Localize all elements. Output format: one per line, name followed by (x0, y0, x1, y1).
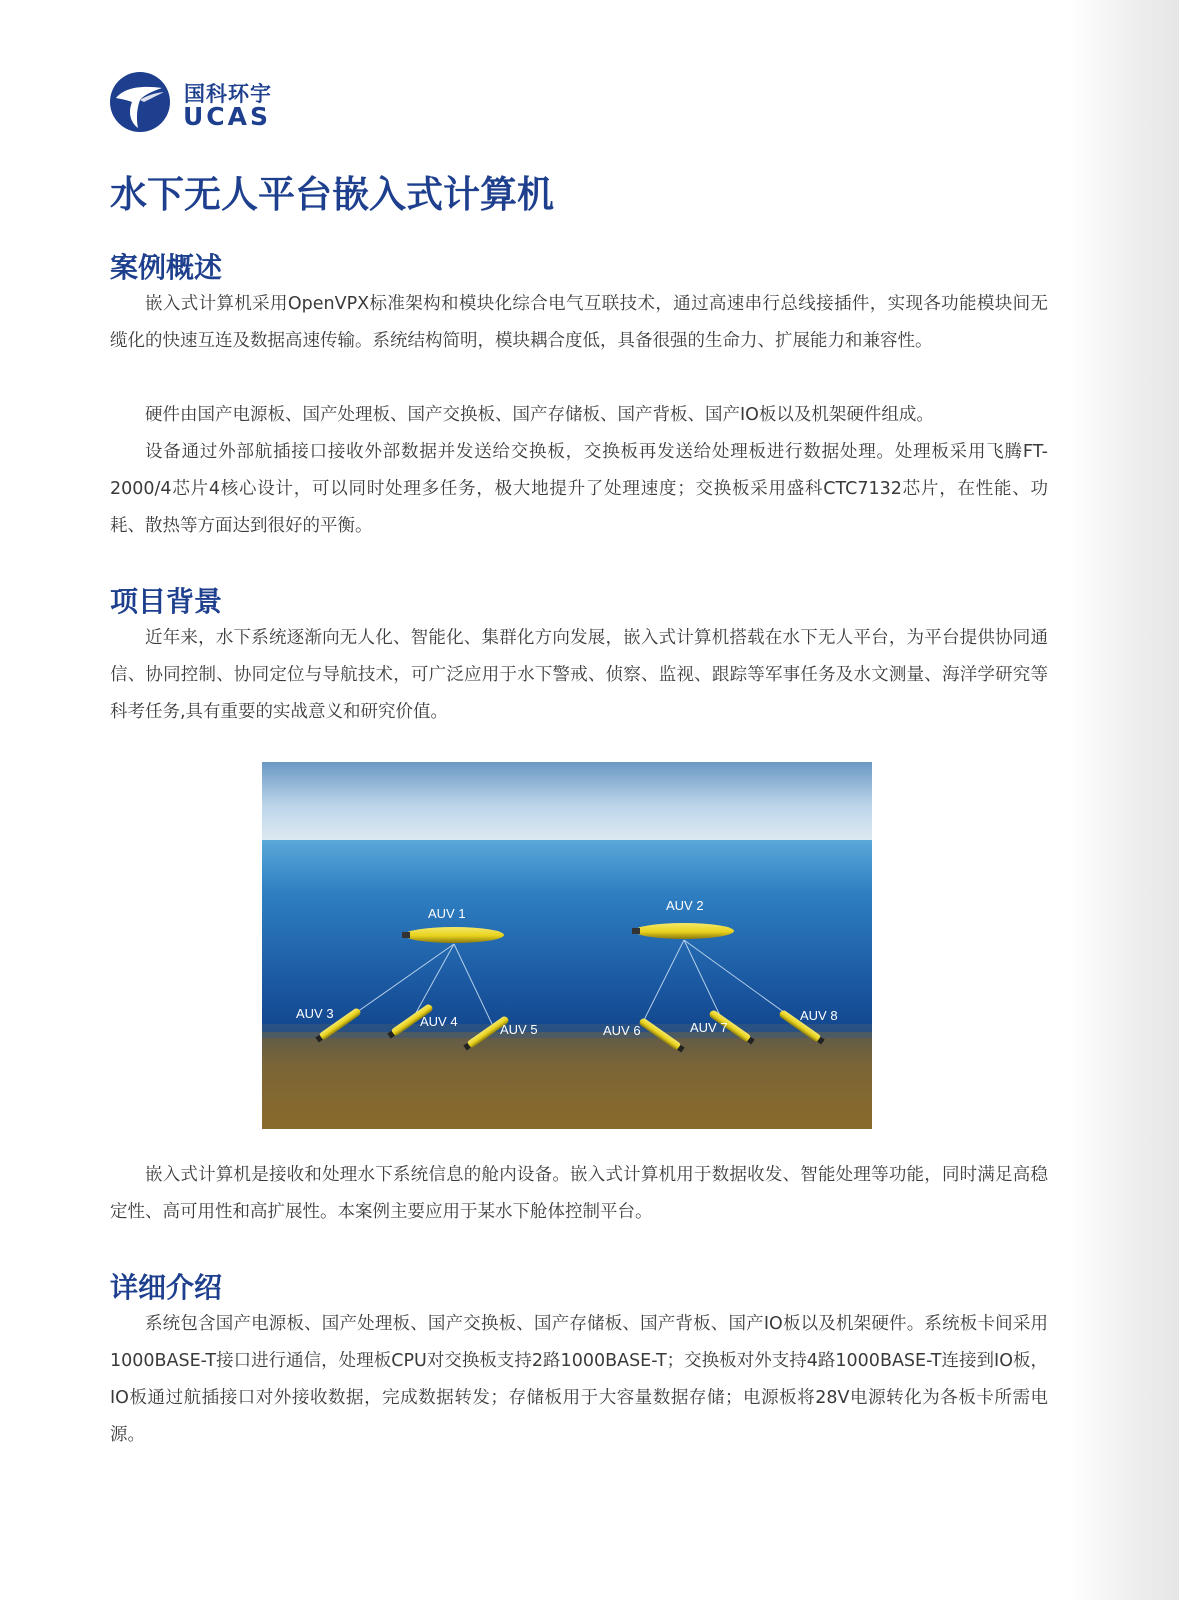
auv-3-label: AUV 3 (296, 1006, 334, 1021)
auv-formation-illustration (262, 762, 872, 1129)
brand-logo (110, 72, 350, 136)
brand-name-cn: 国科环宇 (184, 82, 272, 106)
auv-formation-figure (262, 762, 872, 1129)
auv-6-label: AUV 6 (603, 1023, 641, 1038)
background-paragraph: 近年来，水下系统逐渐向无人化、智能化、集群化方向发展，嵌入式计算机搭载在水下无人平台，为平台提供协同通信、协同控制、协同定位与导航技术，可广泛应用于水下警戒、侦察、监视、跟踪等军事任务及水文测量、海洋学研究等科考任务,具有重要的实战意义和研究价值。 (110, 628, 1048, 722)
seabed (262, 1032, 872, 1129)
section-title-details: 详细介绍 (110, 1271, 223, 1304)
sky (262, 762, 872, 842)
section-title-overview: 案例概述 (110, 251, 223, 284)
page-title: 水下无人平台嵌入式计算机 (110, 173, 554, 216)
section-title-background: 项目背景 (110, 585, 223, 618)
auv-4-label: AUV 4 (420, 1014, 458, 1029)
auv-8-label: AUV 8 (800, 1008, 838, 1023)
auv-2-label: AUV 2 (666, 898, 704, 913)
overview-paragraph-2: 硬件由国产电源板、国产处理板、国产交换板、国产存储板、国产背板、国产IO板以及机架硬件组成。 (145, 405, 934, 425)
overview-paragraph-3: 设备通过外部航插接口接收外部数据并发送给交换板，交换板再发送给处理板进行数据处理。处理板采用飞腾FT-2000/4芯片4核心设计，可以同时处理多任务，极大地提升了处理速度；交换板采用盛科CTC7132芯片，在性能、功耗、散热等方面达到很好的平衡。 (110, 442, 1048, 536)
details-paragraph: 系统包含国产电源板、国产处理板、国产交换板、国产存储板、国产背板、国产IO板以及机架硬件。系统板卡间采用1000BASE-T接口进行通信，处理板CPU对交换板支持2路1000BASE-T；交换板对外支持4路1000BASE-T连接到IO板，IO板通过航插接口对外接收数据，完成数据转发；存储板用于大容量数据存储；电源板将28V电源转化为各板卡所需电源。 (110, 1314, 1048, 1445)
figure-description-paragraph: 嵌入式计算机是接收和处理水下系统信息的舱内设备。嵌入式计算机用于数据收发、智能处理等功能，同时满足高稳定性、高可用性和高扩展性。本案例主要应用于某水下舱体控制平台。 (110, 1165, 1048, 1222)
overview-paragraph-1: 嵌入式计算机采用OpenVPX标准架构和模块化综合电气互联技术，通过高速串行总线接插件，实现各功能模块间无缆化的快速互连及数据高速传输。系统结构简明，模块耦合度低，具备很强的生命力、扩展能力和兼容性。 (110, 294, 1048, 351)
page-edge-shadow (1069, 0, 1179, 1600)
ucas-logo-icon (110, 72, 170, 132)
auv-5-label: AUV 5 (500, 1022, 538, 1037)
auv-7-label: AUV 7 (690, 1020, 728, 1035)
brand-name-en: UCAS (183, 102, 272, 131)
auv-1-label: AUV 1 (428, 906, 466, 921)
